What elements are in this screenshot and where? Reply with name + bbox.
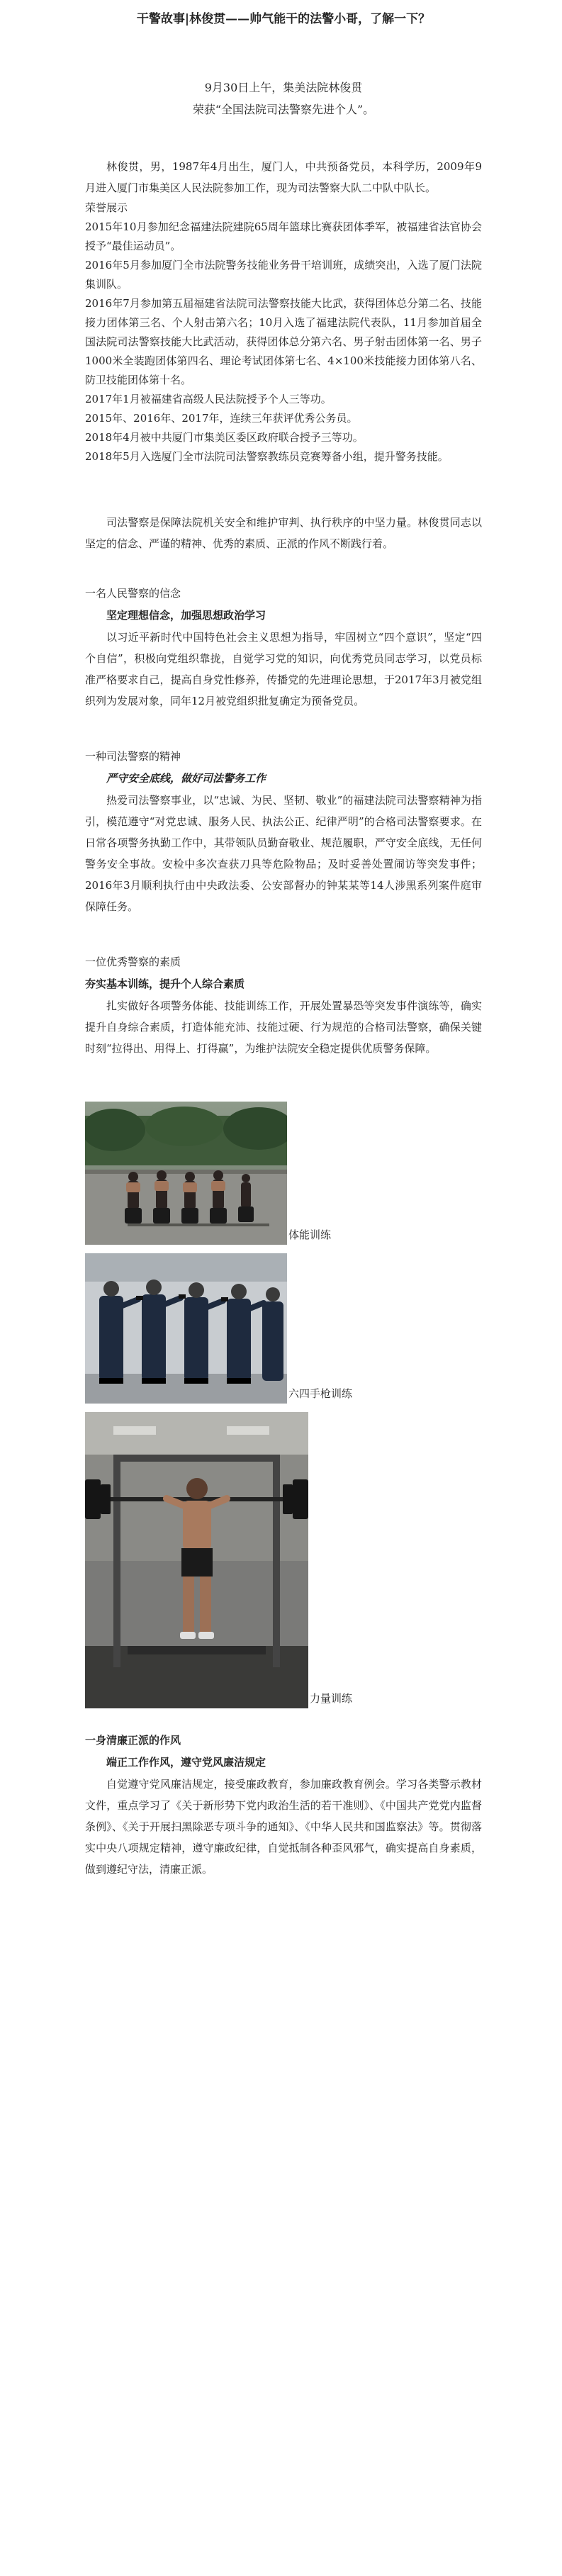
article-title: 干警故事|林俊贯——帅气能干的法警小哥，了解一下？ (136, 12, 431, 26)
photo-caption: 六四手枪训练 (288, 1387, 353, 1400)
section-body: 扎实做好各项警务体能、技能训练工作，开展处置暴恐等突发事件演练等，确实提升自身综合素质，打造体能充沛、技能过硬、行为规范的合格司法警察，确保关键时刻“拉得出、用得上、打得赢”，为维护法院安全稳定提供优质警务保障。 (85, 999, 482, 1055)
honor-item: 2016年7月参加第五届福建省法院司法警察技能大比武，获得团体总分第二名、技能接力团体第三名、个人射击第六名；10月入选了福建法院代表队，11月参加首届全国法院司法警察技能大比武活动，获得团体总分第六名、男子射击团体第一名、男子1000米全装跑团体第四名、理论考试团体第七名、4×100米技能接力团体第八名、防卫技能团体第十名。 (85, 297, 482, 386)
section-title: 一名人民警察的信念 (85, 587, 181, 600)
section-title: 一种司法警察的精神 (85, 750, 181, 763)
section-title: 一位优秀警察的素质 (85, 956, 181, 968)
honor-item: 2016年5月参加厦门全市法院警务技能业务骨干培训班，成绩突出，入选了厦门法院集训队。 (85, 259, 482, 291)
intro-line: 9月30日上午，集美法院林俊贯 (204, 81, 363, 94)
photo-row-pistol (85, 1253, 482, 1404)
photo-caption: 力量训练 (310, 1692, 353, 1705)
section-belief (85, 583, 482, 712)
intro-block (85, 77, 482, 121)
honors-block (85, 198, 482, 466)
honors-heading: 荣誉展示 (85, 201, 128, 214)
section-body: 自觉遵守党风廉洁规定，接受廉政教育，参加廉政教育例会。学习各类警示教材文件，重点学习了《关于新形势下党内政治生活的若干准则》、《中国共产党党内监督条例》、《关于开展扫黑除恶专项斗争的通知》、《中华人民共和国监察法》等。贯彻落实中央八项规定精神，遵守廉政纪律，自觉抵制各种歪风邪气，确实提高自身素质，做到遵纪守法，清廉正派。 (85, 1778, 482, 1876)
article (85, 0, 482, 1880)
honor-item: 2018年4月被中共厦门市集美区委区政府联合授予三等功。 (85, 431, 364, 444)
photo-caption: 体能训练 (288, 1228, 332, 1241)
pistol-training-photo (85, 1253, 287, 1404)
section-title: 一身清廉正派的作风 (85, 1734, 181, 1747)
photo-row-fitness (85, 1102, 482, 1245)
section-subtitle: 坚定理想信念，加强思想政治学习 (106, 609, 266, 622)
section-subtitle: 夯实基本训练，提升个人综合素质 (85, 978, 245, 990)
section-quality (85, 951, 482, 1059)
honor-item: 2018年5月入选厦门全市法院司法警察教练员竞赛筹备小组，提升警务技能。 (85, 450, 449, 463)
section-body: 以习近平新时代中国特色社会主义思想为指导，牢固树立“四个意识”，坚定“四个自信”，积极向党组织靠拢，自觉学习党的知识，向优秀党员同志学习，以党员标准严格要求自己，提高自身党性修养，传播党的先进理论思想，于2017年3月被党组织列为发展对象，同年12月被党组织批复确定为预备党员。 (85, 631, 482, 707)
section-subtitle: 严守安全底线，做好司法警务工作 (106, 772, 266, 785)
group-fitness-training-photo (85, 1102, 287, 1245)
strength-training-photo (85, 1412, 308, 1708)
honor-item: 2017年1月被福建省高级人民法院授予个人三等功。 (85, 393, 332, 405)
section-spirit (85, 746, 482, 917)
photo-row-strength (85, 1412, 482, 1708)
section-body: 热爱司法警察事业，以“忠诚、为民、坚韧、敬业”的福建法院司法警察精神为指引，模范遵守“对党忠诚、服务人民、执法公正、纪律严明”的合格司法警察要求。在日常各项警务执勤工作中，其带领队员勤奋敬业、规范履职，严守安全底线，无任何警务安全事故。安检中多次查获刀具等危险物品；及时妥善处置闹访等突发事件；2016年3月顺利执行由中央政法委、公安部督办的钟某某等14人涉黑系列案件庭审保障任务。 (85, 794, 482, 913)
honor-item: 2015年、2016年、2017年，连续三年获评优秀公务员。 (85, 412, 358, 425)
section-integrity (85, 1730, 482, 1880)
honor-item: 2015年10月参加纪念福建法院建院65周年篮球比赛获团体季军，被福建省法官协会授予“最佳运动员”。 (85, 220, 482, 252)
section-subtitle: 端正工作作风，遵守党风廉洁规定 (106, 1756, 266, 1769)
bio-paragraph: 林俊贯，男，1987年4月出生，厦门人，中共预备党员，本科学历，2009年9月进入厦门市集美区人民法院参加工作，现为司法警察大队二中队中队长。 (85, 160, 482, 194)
summary-paragraph: 司法警察是保障法院机关安全和维护审判、执行秩序的中坚力量。林俊贯同志以坚定的信念、严谨的精神、优秀的素质、正派的作风不断践行着。 (85, 516, 482, 550)
intro-line: 荣获“全国法院司法警察先进个人”。 (192, 103, 375, 116)
